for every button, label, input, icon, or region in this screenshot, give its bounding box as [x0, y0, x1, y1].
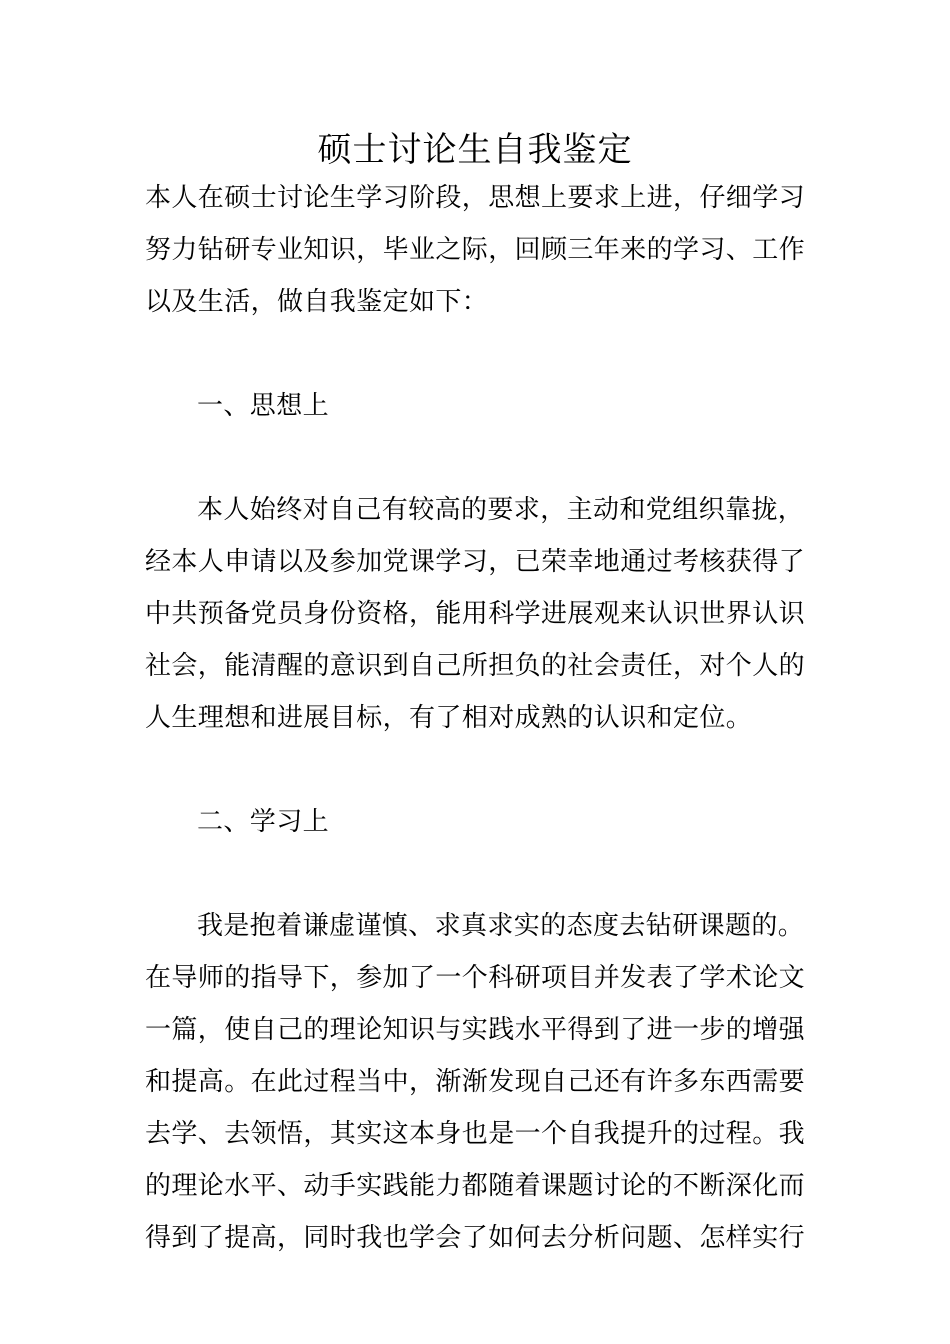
- section1-line: 人生理想和进展目标，有了相对成熟的认识和定位。: [145, 703, 753, 733]
- paragraph-gap: [145, 432, 807, 484]
- paragraph-gap: [145, 328, 807, 380]
- section2-line: 和提高。在此过程当中，渐渐发现自己还有许多东西需要: [145, 1067, 806, 1097]
- intro-line: 本人在硕士讨论生学习阶段，思想上要求上进，仔细学习: [145, 183, 806, 213]
- intro-line: 努力钻研专业知识，毕业之际，回顾三年来的学习、工作: [145, 235, 806, 265]
- section2-line: 去学、去领悟，其实这本身也是一个自我提升的过程。我: [145, 1119, 806, 1149]
- section1-line: 中共预备党员身份资格，能用科学进展观来认识世界认识: [145, 599, 806, 629]
- section2-line: 的理论水平、动手实践能力都随着课题讨论的不断深化而: [145, 1171, 806, 1201]
- section2-line: 在导师的指导下，参加了一个科研项目并发表了学术论文: [145, 963, 806, 993]
- intro-line: 以及生活，做自我鉴定如下：: [145, 287, 489, 317]
- section-heading-thought: 一、思想上: [197, 391, 330, 421]
- section2-line: 一篇，使自己的理论知识与实践水平得到了进一步的增强: [145, 1015, 806, 1045]
- paragraph-gap: [145, 848, 807, 900]
- document-title: 硕士讨论生自我鉴定: [317, 130, 633, 170]
- section-heading-study: 二、学习上: [197, 807, 330, 837]
- section2-line: 我是抱着谦虚谨慎、求真求实的态度去钻研课题的。: [197, 911, 805, 941]
- section2-line: 得到了提高，同时我也学会了如何去分析问题、怎样实行: [145, 1223, 806, 1253]
- section1-line: 本人始终对自己有较高的要求，主动和党组织靠拢，: [197, 495, 805, 525]
- document-body: [145, 172, 807, 1264]
- section1-line: 社会，能清醒的意识到自己所担负的社会责任，对个人的: [145, 651, 806, 681]
- paragraph-gap: [145, 744, 807, 796]
- section1-line: 经本人申请以及参加党课学习，已荣幸地通过考核获得了: [145, 547, 806, 577]
